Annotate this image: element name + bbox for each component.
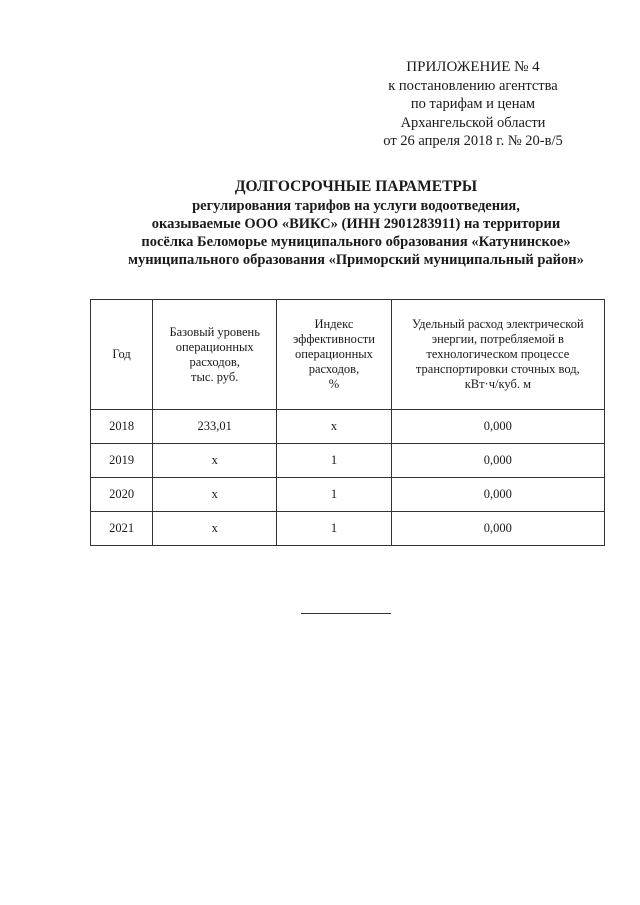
cell-base-costs: х [153, 444, 277, 478]
table-row [91, 410, 605, 444]
annex-region: Архангельской области [400, 114, 546, 131]
annex-number: ПРИЛОЖЕНИЕ № 4 [406, 59, 540, 75]
header-energy-consumption: Удельный расход электрической энергии, потребляемой в технологическом процессе транспортировки сточных вод, кВт·ч/куб. м [391, 300, 604, 410]
table-row [91, 478, 605, 512]
table-header-row [91, 300, 605, 410]
cell-efficiency-index: 1 [277, 444, 391, 478]
heading-line-1: регулирования тарифов на услуги водоотведения, [192, 198, 520, 214]
cell-energy-consumption: 0,000 [391, 512, 604, 546]
cell-year: 2019 [91, 444, 153, 478]
document-heading [70, 178, 640, 269]
header-year: Год [91, 300, 153, 410]
table-row [91, 512, 605, 546]
header-base-costs: Базовый уровень операционных расходов, тыс. руб. [153, 300, 277, 410]
cell-base-costs: х [153, 512, 277, 546]
heading-line-3: посёлка Беломорье муниципального образования «Катунинское» [141, 234, 571, 250]
cell-base-costs: х [153, 478, 277, 512]
annex-agency: по тарифам и ценам [410, 96, 536, 112]
heading-line-2: оказываемые ООО «ВИКС» (ИНН 2901283911) на территории [151, 216, 561, 232]
annex-block [340, 58, 606, 151]
cell-year: 2020 [91, 478, 153, 512]
cell-base-costs: 233,01 [153, 410, 277, 444]
document-title: ДОЛГОСРОЧНЫЕ ПАРАМЕТРЫ [234, 178, 478, 195]
annex-date: от 26 апреля 2018 г. № 20-в/5 [383, 133, 563, 149]
cell-efficiency-index: 1 [277, 478, 391, 512]
annex-reference: к постановлению агентства [388, 77, 558, 94]
end-divider [301, 613, 391, 614]
parameters-table [90, 299, 605, 546]
cell-energy-consumption: 0,000 [391, 444, 604, 478]
table-row [91, 444, 605, 478]
header-efficiency-index: Индекс эффективности операционных расходов, % [277, 300, 391, 410]
cell-year: 2018 [91, 410, 153, 444]
cell-efficiency-index: 1 [277, 512, 391, 546]
cell-energy-consumption: 0,000 [391, 478, 604, 512]
heading-line-4: муниципального образования «Приморский муниципальный район» [128, 252, 584, 268]
cell-efficiency-index: х [277, 410, 391, 444]
cell-energy-consumption: 0,000 [391, 410, 604, 444]
cell-year: 2021 [91, 512, 153, 546]
